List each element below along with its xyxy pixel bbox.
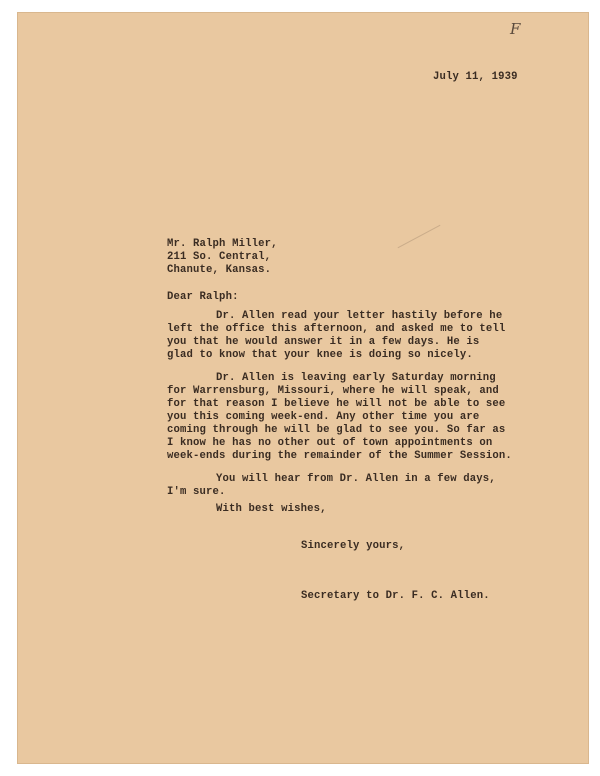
paragraph1-line: left the office this afternoon, and asked me to tell [167,323,506,335]
recipient-city: Chanute, Kansas. [167,264,272,276]
paragraph2-line: for that reason I believe he will not be able to see [167,398,506,410]
paragraph2-line: week-ends during the remainder of the Summer Session. [167,450,512,462]
paragraph1-line: you that he would answer it in a few days. He is [167,336,480,348]
paragraph3-line: I'm sure. [167,486,226,498]
best-wishes: With best wishes, [216,503,327,515]
closing: Sincerely yours, [301,540,406,552]
paragraph1-line: Dr. Allen read your letter hastily before he [216,310,503,322]
salutation: Dear Ralph: [167,291,239,303]
paragraph2-line: for Warrensburg, Missouri, where he will speak, and [167,385,499,397]
signature-line: Secretary to Dr. F. C. Allen. [301,590,490,602]
recipient-name: Mr. Ralph Miller, [167,238,278,250]
page-mark: F [510,20,521,38]
paragraph1-line: glad to know that your knee is doing so nicely. [167,349,473,361]
paragraph2-line: you this coming week-end. Any other time you are [167,411,480,423]
letter-date: July 11, 1939 [433,71,518,83]
paragraph2-line: Dr. Allen is leaving early Saturday morning [216,372,496,384]
paragraph3-line: You will hear from Dr. Allen in a few days, [216,473,496,485]
recipient-street: 211 So. Central, [167,251,272,263]
paragraph2-line: coming through he will be glad to see you. So far as [167,424,506,436]
paragraph2-line: I know he has no other out of town appointments on [167,437,493,449]
